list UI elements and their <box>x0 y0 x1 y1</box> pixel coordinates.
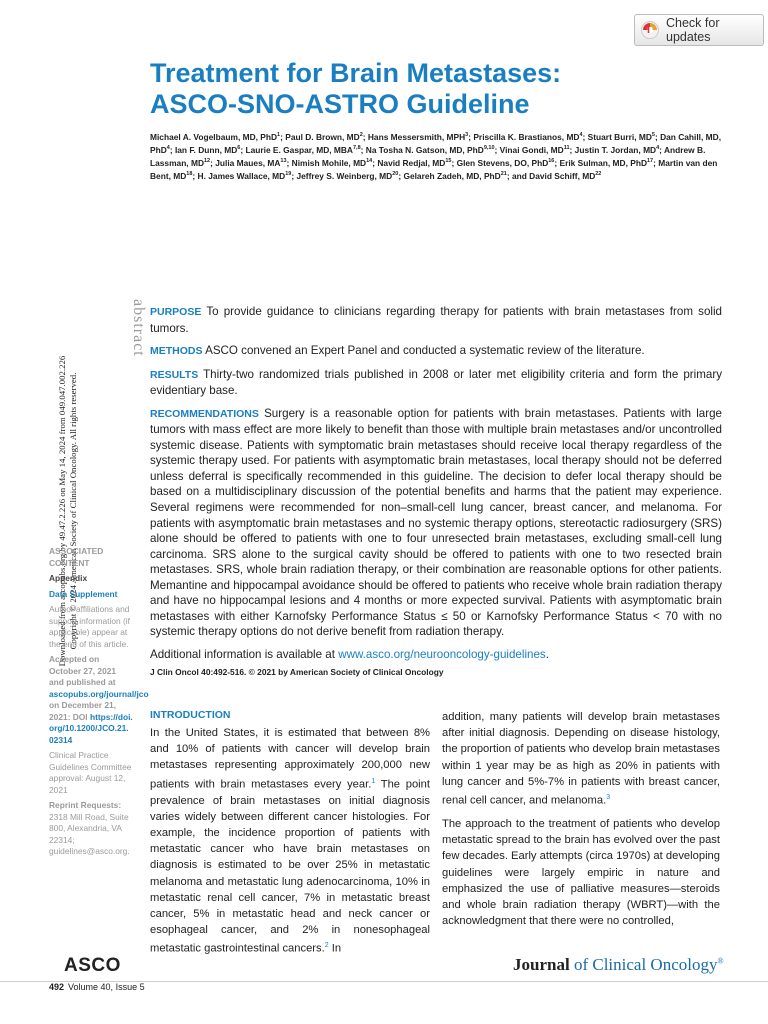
purpose-label: PURPOSE <box>150 306 202 318</box>
abstract-purpose <box>150 304 722 336</box>
author-list: Michael A. Vogelbaum, MD, PhD$^1$; Paul D. Brown, $MD^2$; Hans Messersmith, MPH$^3$; Priscilla K. Brastianos, $MD^4$; Stuart Burri, $MD^5$; Dan Cahill, MD, PhD$^4$; Ian F. Dunn, $MD^6$; Laurie E. Gaspar, MD, MBA$^{7,8}$; Na Tosha N. Gatson, MD, PhD$^{9,10}$; Vinai Gondi, MD$^{11}$; Justin T. Jordan, $MD^4$; Andrew B. Lassman, MD$^{12}$; Julia Maues, MA$^{13}$; Nimish Mohile, MD$^{14}$; Navid Redjal, MD$^{15}$; Glen Stevens, DO, PhD$^{16}$; Erik Sulman, MD, PhD$^{17}$; Martin van den Bent, MD$^{18}$; H. James Wallace, MD$^{19}$; Jeffrey S. Weinberg, MD$^{20}$; Gelareh Zadeh, MD, PhD$^{21}$; and David Schiff, MD$^{22}$ <box>150 131 722 182</box>
author-affiliation-ref: 18 <box>186 171 193 178</box>
methods-text: ASCO convened an Expert Panel and conducted a systematic review of the literature. <box>205 344 645 358</box>
asco-logo: ASCO <box>64 955 121 976</box>
intro-paragraph-3: The approach to the treatment of patients who develop metastatic spread to the brain has evolved over the past few decades. Early attempts (circa 1970s) at developing guidelines were largely empiric in nature and emphasized the use of palliative measures—steroids and whole brain radiation therapy (WBRT)—with the acknowledgment that there were no controlled, <box>442 817 720 928</box>
author-affiliation-ref: 1 <box>277 132 281 138</box>
recommendations-label: RECOMMENDATIONS <box>150 407 259 420</box>
page-number: 492 <box>49 982 65 992</box>
accepted-mid: on December 21, 2021: DOI <box>49 700 117 722</box>
author-affiliation-ref: 12 <box>204 158 211 165</box>
author-affiliation-ref: 4 <box>579 132 583 138</box>
guidelines-link[interactable]: www.asco.org/neurooncology-guidelines <box>338 647 546 661</box>
results-text: Thirty-two randomized trials published in 2008 or later met eligibility criteria and form the primary evidentiary base. <box>150 367 723 398</box>
author-affiliation-ref: 20 <box>392 171 399 178</box>
article-title-line-1: Treatment for Brain Metastases: <box>150 58 562 88</box>
introduction-heading: INTRODUCTION <box>150 709 231 721</box>
author-affiliation-ref: 14 <box>366 158 373 165</box>
author-name: Glen Stevens, DO, PhD <box>456 157 549 168</box>
associated-heading-line-2: CONTENT <box>49 557 90 568</box>
article-title <box>150 58 710 120</box>
associated-heading-line-1: ASSOCIATED <box>49 546 104 556</box>
journal-logo-mark: ® <box>717 956 724 966</box>
additional-info-suffix: . <box>545 647 549 661</box>
article-title-line-2: ASCO-SNO-ASTRO Guideline <box>150 89 530 119</box>
accepted-note <box>49 654 149 746</box>
reprint-label: Reprint Requests: <box>49 800 122 810</box>
author-name: Hans Messersmith, MPH <box>367 131 466 142</box>
author-affiliation-ref: 11 <box>563 145 570 152</box>
affiliations-note: Author affiliations and support information (if applicable) appear at the end of this article. <box>49 604 130 649</box>
author-name: Justin T. Jordan, MD <box>574 144 657 155</box>
committee-approval: Clinical Practice Guidelines Committee approval: August 12, 2021 <box>49 750 132 795</box>
author-name: Nimish Mohile, MD <box>291 157 367 168</box>
author-name: Julia Maues, MA <box>215 157 281 168</box>
author-name: Dan Cahill, MD, PhD <box>150 131 722 155</box>
journal-logo-word: Journal <box>513 955 570 974</box>
author-affiliation-ref: 7,8 <box>352 145 361 152</box>
abstract-methods <box>150 343 722 360</box>
author-affiliation-ref: 19 <box>285 171 292 178</box>
journal-logo-rest: of Clinical Oncology <box>569 955 718 974</box>
author-affiliation-ref: 5 <box>651 132 655 138</box>
author-name: Paul D. Brown, MD <box>285 131 360 142</box>
author-affiliation-ref: 4 <box>656 145 660 152</box>
reference-3[interactable]: 3 <box>606 794 611 802</box>
reference-1[interactable]: 1 <box>371 777 376 785</box>
author-name: Gelareh Zadeh, MD, PhD <box>403 171 501 182</box>
recommendations-text: Surgery is a reasonable option for patients with brain metastases. Patients with large tumors with mass effect are more likely to benefit than those with multiple brain metastases and/or uncontrolled systemic disease. Patients with symptomatic brain metastases should receive local therapy regardless of the systemic therapy used. For patients with asymptomatic brain metastases, local therapy should not be deferred unless deferral is specifically recommended in this guideline. The decision to defer local therapy should be based on a multidisciplinary discussion of the potential benefits and harms that the patient may experience. Several regimens were recommended for non–small-cell lung cancer, breast cancer, and melanoma. For patients with asymptomatic brain metastases and no systemic therapy options, stereotactic radiosurgery (SRS) alone should be offered to patients with one to four unresected brain metastases, excluding small-cell lung carcinoma. SRS alone to the surgical cavity should be offered to patients with one to two resected brain metastases. SRS, whole brain radiation therapy, or their combination are reasonable options for other patients. Memantine and hippocampal avoidance should be offered to patients who receive whole brain radiation therapy and have no hippocampal lesions and 4 months or more expected survival. Patients with asymptomatic brain metastases with either Karnofsky Performance Status ≤ 50 or Karnofsky Performance Status < 70 with no systemic therapy options do not derive benefit from radiation therapy. <box>150 406 722 639</box>
journal-link[interactable]: ascopubs.org/journal/jco <box>49 688 149 699</box>
author-affiliation-ref: 15 <box>445 158 452 165</box>
reference-2[interactable]: 2 <box>324 942 329 950</box>
methods-label: METHODS <box>150 345 203 358</box>
doi-link[interactable]: https://doi.org/10.1200/JCO.21.02314 <box>49 711 133 745</box>
abstract-additional-info <box>150 647 722 663</box>
author-name: Michael A. Vogelbaum, MD, PhD <box>150 131 278 142</box>
abstract-recommendations <box>150 406 722 640</box>
reprint-requests <box>49 800 133 858</box>
citation: J Clin Oncol 40:492-516. © 2021 by American Society of Clinical Oncology <box>150 667 444 677</box>
crossmark-icon <box>641 21 659 39</box>
check-for-updates-button[interactable] <box>634 14 764 46</box>
journal-logo <box>513 955 724 975</box>
abstract-side-label: abstract <box>130 299 147 357</box>
author-affiliation-ref: 6 <box>237 145 241 152</box>
author-name: Navid Redjal, MD <box>377 157 446 168</box>
page-footer <box>49 982 145 992</box>
purpose-text: To provide guidance to clinicians regarding therapy for patients with brain metastases from solid tumors. <box>150 305 723 335</box>
intro-text-b: The point prevalence of brain metastases on initial diagnosis varies widely between different cancer histologies. For example, the incidence proportion of patients with metastatic cancer who have brain metastases on diagnosis is estimated to be over 25% in metastatic melanoma and metastatic lung adenocarcinoma, 10% in metastatic renal cell cancer, 7% in metastatic breast cancer, 5% in metastatic head and neck cancer or esophageal cancer, and 2% in nonesophageal metastatic gastrointestinal cancers. <box>150 778 430 956</box>
author-affiliation-ref: 22 <box>595 171 602 178</box>
results-label: RESULTS <box>150 368 199 381</box>
intro-column-2 <box>442 709 720 936</box>
author-name: Priscilla K. Brastianos, MD <box>473 131 580 142</box>
download-note-line-1: Downloaded from ascopubs.org by 49.47.2.226 on May 14, 2024 from 049.047.002.226 <box>57 355 67 667</box>
author-name: Ian F. Dunn, MD <box>174 144 238 155</box>
check-for-updates-label: Check for updates <box>666 16 720 44</box>
author-affiliation-ref: 13 <box>280 158 287 165</box>
author-name: Andrew B. Lassman, MD <box>150 144 706 168</box>
intro-paragraph-1 <box>150 725 430 957</box>
author-affiliation-ref: 2 <box>359 132 363 138</box>
sidebar <box>49 546 149 858</box>
author-name: Laurie E. Gaspar, MD, MBA <box>245 144 353 155</box>
author-affiliation-ref: 9,10 <box>483 145 495 152</box>
intro-text-c: In <box>328 943 342 956</box>
author-affiliation-ref: 3 <box>465 132 469 138</box>
author-name: Vinai Gondi, MD <box>499 144 564 155</box>
author-affiliation-ref: 17 <box>647 158 654 165</box>
additional-info-prefix: Additional information is available at <box>150 647 335 661</box>
intro-text-d: addition, many patients will develop brain metastases after initial diagnosis. Depending on disease histology, the proportion of patients who develop brain metastases within 1 year may be as high as 20% in patients with lung cancer and 5%-7% in patients with breast cancer, renal cell cancer, and melanoma. <box>442 711 720 807</box>
volume-issue: Volume 40, Issue 5 <box>68 982 145 992</box>
intro-paragraph-2 <box>442 709 720 809</box>
author-affiliation-ref: 21 <box>500 171 507 178</box>
reprint-address: 2318 Mill Road, Suite 800, Alexandria, VA 22314; guidelines@asco.org. <box>49 811 130 856</box>
associated-content-heading <box>49 546 133 569</box>
intro-text-a: In the United States, it is estimated that between 8% and 10% of patients with cancer will develop brain metastases representing approximately 200,000 new patients with brain metastases every year. <box>150 727 430 791</box>
author-name: Martin van den Bent, MD <box>150 157 718 182</box>
abstract <box>150 304 722 669</box>
abstract-results <box>150 367 722 399</box>
author-affiliation-ref: 16 <box>548 158 555 165</box>
author-affiliation-ref: 4 <box>166 145 170 152</box>
appendix-link[interactable]: Appendix <box>49 573 88 583</box>
data-supplement-link[interactable]: Data Supplement <box>49 588 118 599</box>
intro-column-1 <box>150 725 430 957</box>
download-note-line-2: Copyright © 2024 American Society of Clinical Oncology. All rights reserved. <box>68 372 78 650</box>
accepted-prefix: Accepted on October 27, 2021 and published at <box>49 654 117 687</box>
author-name: Erik Sulman, MD, PhD <box>559 157 647 168</box>
author-name: H. James Wallace, MD <box>197 171 286 182</box>
author-name: Na Tosha N. Gatson, MD, PhD <box>365 144 484 155</box>
author-name: and David Schiff, MD <box>511 171 596 182</box>
author-name: Stuart Burri, MD <box>587 131 652 142</box>
author-name: Jeffrey S. Weinberg, MD <box>296 171 393 182</box>
